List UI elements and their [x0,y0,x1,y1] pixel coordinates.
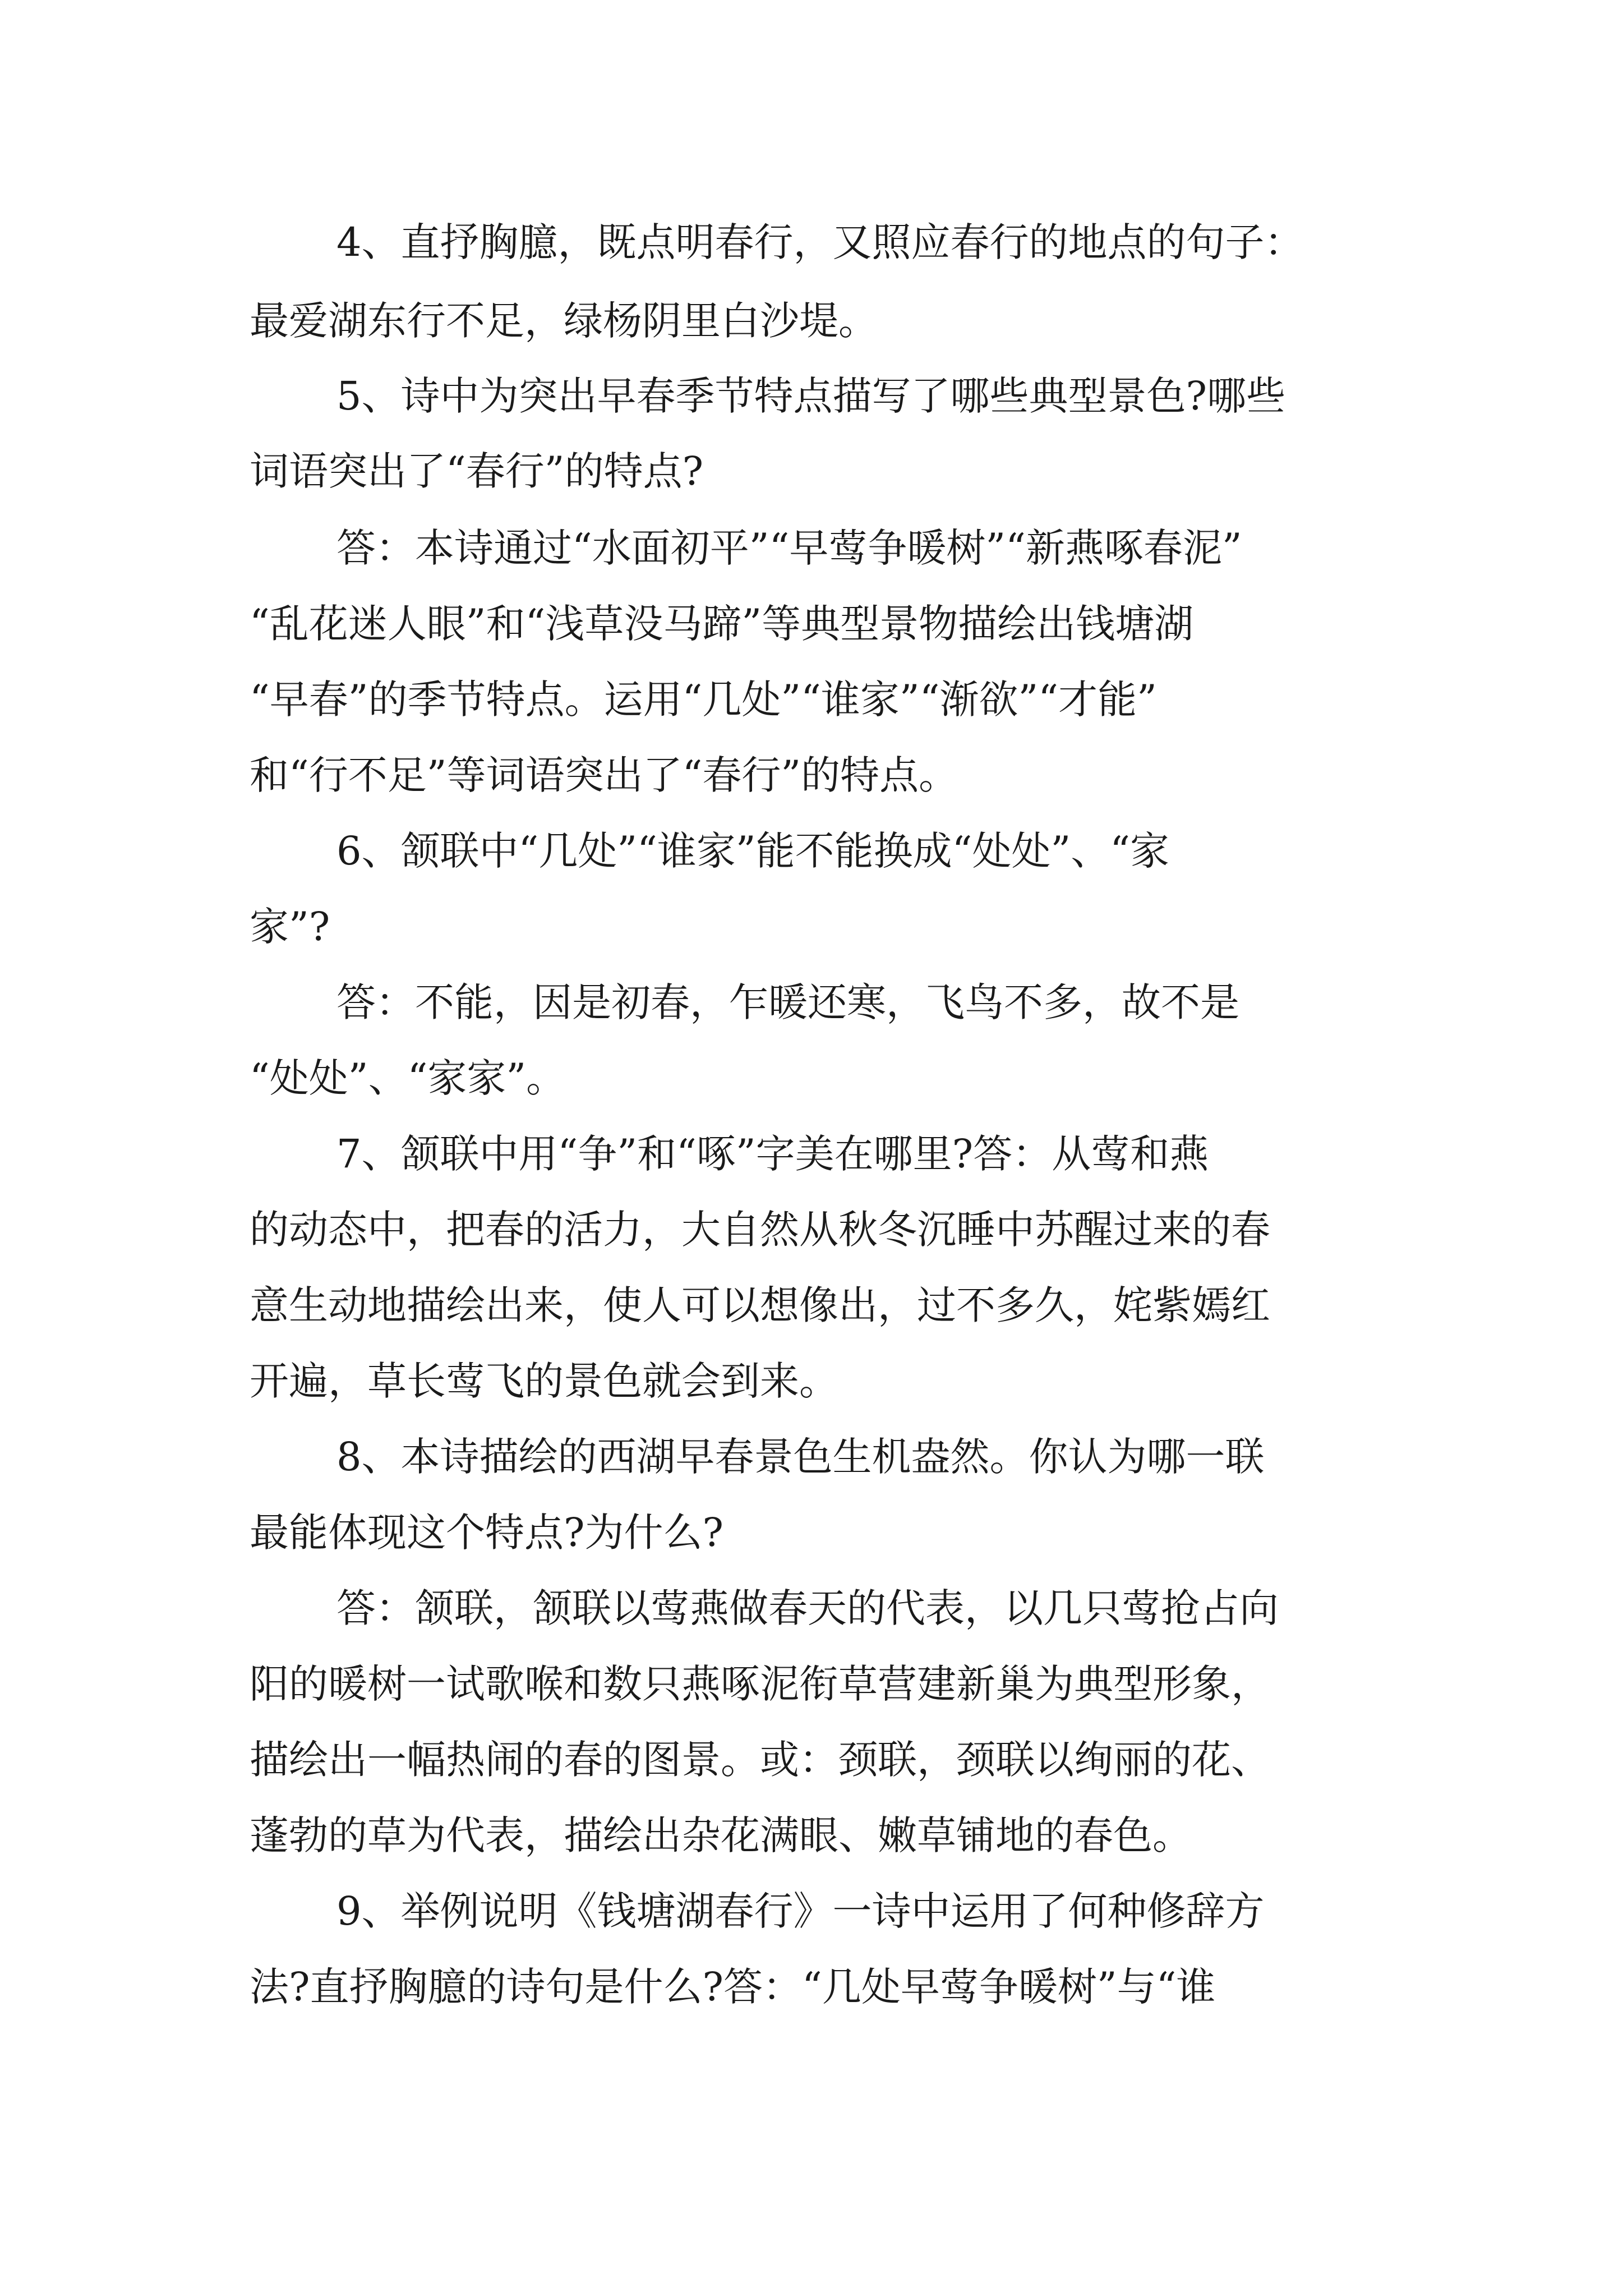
q8-answer-line-3: 描绘出一幅热闹的春的图景。或：颈联，颈联以绚丽的花、 [250,1737,1270,1783]
q6-question-line-1: 6、颔联中“几处”“谁家”能不能换成“处处”、“家 [336,828,1170,874]
q5-question-line-1: 5、诗中为突出早春季节特点描写了哪些典型景色?哪些 [336,373,1286,419]
q7-line-2: 的动态中，把春的活力，大自然从秋冬沉睡中苏醒过来的春 [250,1207,1270,1253]
q8-answer-line-4: 蓬勃的草为代表，描绘出杂花满眼、嫩草铺地的春色。 [250,1812,1192,1858]
q6-answer-line-2: “处处”、“家家”。 [250,1055,566,1101]
q4-question-line-1: 4、直抒胸臆，既点明春行，又照应春行的地点的句子： [336,219,1304,265]
q5-answer-line-3: “早春”的季节特点。运用“几处”“谁家”“渐欲”“才能” [250,677,1157,723]
q9-line-1: 9、举例说明《钱塘湖春行》一诗中运用了何种修辞方 [336,1888,1265,1934]
q4-answer-line: 最爱湖东行不足，绿杨阴里白沙堤。 [250,298,878,344]
q8-answer-line-1: 答：颔联，颔联以莺燕做春天的代表，以几只莺抢占向 [336,1585,1279,1631]
q8-answer-line-2: 阳的暖树一试歌喉和数只燕啄泥衔草营建新巢为典型形象， [250,1661,1270,1707]
q5-answer-line-4: 和“行不足”等词语突出了“春行”的特点。 [250,752,958,798]
q8-question-line-1: 8、本诗描绘的西湖早春景色生机盎然。你认为哪一联 [336,1434,1265,1480]
q5-answer-line-2: “乱花迷人眼”和“浅草没马蹄”等典型景物描绘出钱塘湖 [250,601,1194,647]
q7-line-1: 7、颔联中用“争”和“啄”字美在哪里?答：从莺和燕 [336,1131,1209,1177]
q7-line-3: 意生动地描绘出来，使人可以想像出，过不多久，姹紫嫣红 [250,1282,1270,1328]
q9-line-2: 法?直抒胸臆的诗句是什么?答：“几处早莺争暖树”与“谁 [250,1964,1216,2010]
q6-answer-line-1: 答：不能，因是初春，乍暖还寒，飞鸟不多，故不是 [336,979,1239,1025]
q7-line-4: 开遍，草长莺飞的景色就会到来。 [250,1358,838,1404]
q5-question-line-2: 词语突出了“春行”的特点? [250,448,704,494]
q5-answer-line-1: 答：本诗通过“水面初平”“早莺争暖树”“新燕啄春泥” [336,525,1242,571]
q8-question-line-2: 最能体现这个特点?为什么? [250,1510,724,1556]
q6-question-line-2: 家”? [250,904,330,950]
